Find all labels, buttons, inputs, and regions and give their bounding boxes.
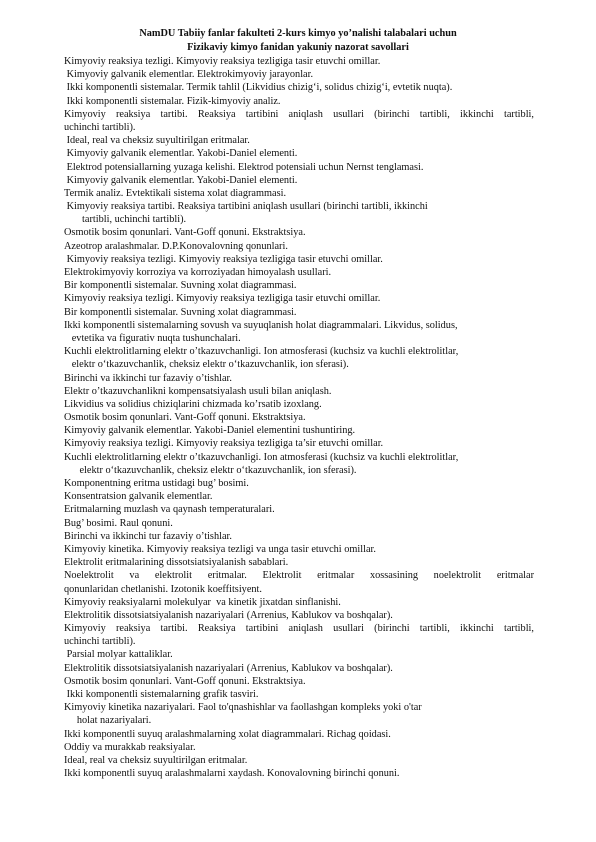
question-line: Elektrolitik dissotsiatsiyalanish nazariyalari (Arrenius, Kablukov va boshqalar).	[64, 609, 393, 621]
question-line: Komponentning eritma ustidagi bug’ bosimi.	[64, 478, 249, 489]
document-title	[60, 27, 536, 55]
question-line: Kimyoviy reaksiya tezligi. Kimyoviy reaksiya tezligiga tasir etuvchi omillar.	[64, 293, 381, 305]
question-line: qonunlaridan chetlanishi. Izotonik koeffitsiyent.	[64, 583, 262, 595]
question-line: uchinchi tartibli).	[64, 121, 136, 133]
question-line: Kimyoviy reaksiya tartibi. Reaksiya tartibini aniqlash usullari (birinchi tartibli, ikkinchi	[64, 201, 428, 213]
question-line: Elektrolit eritmalarining dissotsiatsiyalanish sabablari.	[64, 557, 289, 569]
question-line: Osmotik bosim qonunlari. Vant-Goff qonuni. Ekstraktsiya.	[64, 675, 306, 687]
question-line: Ikki komponentli suyuq aralashmalarning xolat diagrammalari. Richag qoidasi.	[64, 728, 391, 740]
question-line: Ideal, real va cheksiz suyultirilgan eritmalar.	[64, 754, 248, 766]
question-line: evtetika va figurativ nuqta tushunchalari.	[64, 332, 241, 344]
question-line: uchinchi tartibli).	[64, 636, 136, 648]
question-line: Azeotrop aralashmalar. D.P.Konovalovning qonunlari.	[64, 240, 288, 252]
question-line: Ideal, real va cheksiz suyultirilgan eritmalar.	[64, 135, 250, 147]
question-line: Parsial molyar kattaliklar.	[64, 649, 173, 661]
question-line: Konsentratsion galvanik elementlar.	[64, 491, 213, 503]
title-line-2: Fizikaviy kimyo fanidan yakuniy nazorat savollari	[187, 42, 409, 53]
question-line: Osmotik bosim qonunlari. Vant-Goff qonuni. Ekstraktsiya.	[64, 227, 306, 239]
question-line: Ikki komponentli sistemalar. Fizik-kimyoviy analiz.	[64, 95, 281, 107]
question-line: tartibli, uchinchi tartibli).	[64, 214, 187, 226]
question-line: Kimyoviy galvanik elementlar. Yakobi-Daniel elementi.	[64, 148, 298, 160]
question-line: Oddiy va murakkab reaksiyalar.	[64, 741, 196, 753]
question-line: Likvidius va solidius chiziqlarini chizmada ko’rsatib izoxlang.	[64, 398, 322, 410]
question-line: holat nazariyalari.	[64, 715, 152, 727]
question-line: Noelektrolit va elektrolit eritmalar. Elektrolit eritmalar xossasining noelektrolit eritmalar	[64, 570, 534, 582]
question-line: Osmotik bosim qonunlari. Vant-Goff qonuni. Ekstraktsiya.	[64, 412, 306, 424]
title-line-1: NamDU Tabiiy fanlar fakulteti 2-kurs kimyo yo’nalishi talabalari uchun	[139, 28, 457, 39]
question-line: Kimyoviy reaksiya tartibi. Reaksiya tartibini aniqlash usullari (birinchi tartibli, ikkinchi tartibli,	[64, 108, 534, 120]
question-line: Bug’ bosimi. Raul qonuni.	[64, 517, 173, 529]
question-line: Kimyoviy reaksiya tezligi. Kimyoviy reaksiya tezligiga ta’sir etuvchi omillar.	[64, 438, 384, 450]
question-line: Ikki komponentli suyuq aralashmalarni xaydash. Konovalovning birinchi qonuni.	[64, 768, 400, 780]
question-line: Bir komponentli sistemalar. Suvning xolat diagrammasi.	[64, 306, 297, 318]
question-line: Kimyoviy galvanik elementlar. Elektrokimyoviy jarayonlar.	[64, 69, 314, 81]
question-line: Kuchli elektrolitlarning elektr o’tkazuvchanligi. Ion atmosferasi (kuchsiz va kuchli elektrolitlar,	[64, 346, 459, 358]
question-line: Kimyoviy reaksiya tezligi. Kimyoviy reaksiya tezligiga tasir etuvchi omillar.	[64, 253, 383, 265]
question-line: Kimyoviy reaksiyalarni molekulyar va kinetik jixatdan sinflanishi.	[64, 596, 341, 608]
question-line: Kimyoviy reaksiya tezligi. Kimyoviy reaksiya tezligiga tasir etuvchi omillar.	[64, 56, 381, 67]
question-line: Ikki komponentli sistemalar. Termik tahlil (Likvidius chizig‘i, solidus chizig‘i, evtetik nuqta).	[64, 82, 453, 94]
question-line: Elektrolitik dissotsiatsiyalanish nazariyalari (Arrenius, Kablukov va boshqalar).	[64, 662, 393, 674]
question-line: elektr o‘tkazuvchanlik, cheksiz elektr o‘tkazuvchanlik, ion sferasi).	[64, 359, 349, 371]
question-line: Kimyoviy kinetika. Kimyoviy reaksiya tezligi va unga tasir etuvchi omillar.	[64, 543, 376, 555]
question-line: Kuchli elektrolitlarning elektr o’tkazuvchanligi. Ion atmosferasi (kuchsiz va kuchli elektrolitlar,	[64, 451, 459, 463]
question-line: Kimyoviy kinetika nazariyalari. Faol to'qnashishlar va faollashgan kompleks yoki o'tar	[64, 702, 422, 714]
question-line: Elektrokimyoviy korroziya va korroziyadan himoyalash usullari.	[64, 267, 332, 278]
question-line: Ikki komponentli sistemalarning sovush va suyuqlanish holat diagrammalari. Likvidus, solidus,	[64, 319, 458, 331]
question-line: Termik analiz. Evtektikali sistema xolat diagrammasi.	[64, 187, 287, 199]
question-line: Ikki komponentli sistemalarning grafik tasviri.	[64, 689, 259, 700]
question-line: Birinchi va ikkinchi tur fazaviy o’tishlar.	[64, 372, 232, 384]
question-line: Birinchi va ikkinchi tur fazaviy o’tishlar.	[64, 530, 232, 542]
question-line: Elektr o’tkazuvchanlikni kompensatsiyalash usuli bilan aniqlash.	[64, 385, 332, 397]
question-line: Elektrod potensiallarning yuzaga kelishi. Elektrod potensiali uchun Nernst tenglamasi.	[64, 161, 424, 173]
question-line: elektr o‘tkazuvchanlik, cheksiz elektr o‘tkazuvchanlik, ion sferasi).	[64, 464, 357, 476]
question-line: Kimyoviy galvanik elementlar. Yakobi-Daniel elementi.	[64, 174, 298, 186]
question-line: Eritmalarning muzlash va qaynash temperaturalari.	[64, 504, 275, 516]
question-line: Kimyoviy galvanik elementlar. Yakobi-Daniel elementini tushuntiring.	[64, 425, 356, 437]
question-line: Bir komponentli sistemalar. Suvning xolat diagrammasi.	[64, 280, 297, 292]
question-list	[64, 55, 534, 780]
question-line: Kimyoviy reaksiya tartibi. Reaksiya tartibini aniqlash usullari (birinchi tartibli, ikkinchi tartibli,	[64, 623, 534, 635]
